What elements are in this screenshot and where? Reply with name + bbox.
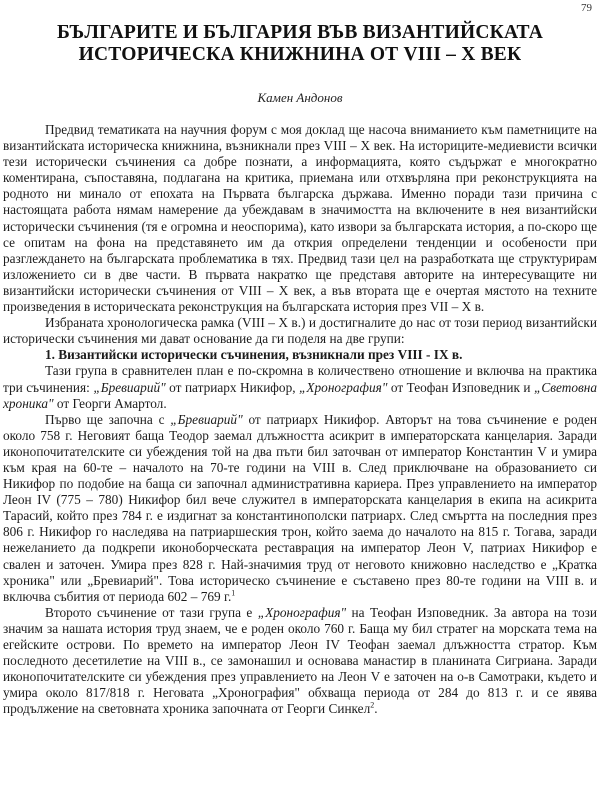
author-name: Камен Андонов [257, 90, 343, 105]
footnote-ref-2[interactable]: 2 [370, 700, 375, 710]
paragraph-nikephoros [3, 412, 597, 605]
title-line-2: ИСТОРИЧЕСКА КНИЖНИНА ОТ VIII – X ВЕК [78, 44, 522, 65]
paragraph-chronology: Избраната хронологическа рамка (VIII – X в.) и достигналите до нас от този период византийски исторически съчинения ми дават основание да ги поделя на две групи: [3, 315, 597, 347]
text-span: Второто съчинение от тази група е [45, 604, 258, 620]
paragraph-intro: Предвид тематиката на научния форум с моя доклад ще насоча вниманието към паметниците на византийската историческа книжнина, възникнали през VIII – X век. На историците-медиевисти всички тези исторически съчинения са добре познати, а информацията, която съдържат е многократно коментирана, съпоставяна, подлагана на критика, приемана или отхвърляна при реконструкцията на родното ни минало от епохата на Първата българска държава. Именно поради тази причина с настоящата работа нямам намерение да убеждавам в значимостта на включените в нея византийски исторически съчинения (тя е огромна и неоспорима), като извори за българската история, а по-скоро ще се опитам на фона на представянето им да открия определени тенденции и особености при разглеждането на българската проблематика в тях. Предвид тази цел на разработката ще структурирам изложението си в две части. В първата накратко ще представя авторите на интересуващите ни византийски исторически съчинения от VIII – X век, а във втората ще е очертая мястото на техните произведения в историческата реконструкция на българската история през VII – X в. [3, 122, 597, 315]
title-line-1: БЪЛГАРИТЕ И БЪЛГАРИЯ ВЪВ ВИЗАНТИЙСКАТА [56, 22, 544, 43]
text-span: на Теофан Изповедник. За автора на този значим за нашата история труд знаем, че е роден около 760 г. Баща му бил стратег на морската тема на егейските острови. По времето на император Леон IV Теофан заемал длъжността стратор. Към последното десетилетие на VIII в., се замонашил и основава манастир в планината Сигриана. Заради иконопочитателските си убеждения през управлението на Леон V е заточен на о-в Самотраки, където и умира около 817/818 г. Неговата „Хронография" обхваща периода от 284 до 813 г. и се явява продължение на световната хроника започната от Георги Синкел [3, 604, 597, 717]
work-title: „Бревиарий" [93, 379, 166, 395]
text-span: от Георги Амартол. [53, 395, 167, 411]
work-title: „Бревиарий" [170, 411, 243, 427]
work-title: „Хронография" [257, 604, 347, 620]
article-title [0, 22, 600, 66]
work-title: „Световна хроника" [3, 379, 597, 411]
paragraph-theophanes [3, 605, 597, 718]
text-span: Първо ще започна с [45, 411, 171, 427]
text-span: от патриарх Никифор, [165, 379, 300, 395]
article-body [3, 122, 597, 717]
text-span: от патриарх Никифор. Авторът на това съчинение е роден около 758 г. Неговият баща Теодор заемал длъжността асикрит в императорската канцелария. Заради иконопочитателските си убеждения той на два пъти бил заточван от император Константин V и умира към края на 60-те – началото на 70-те години на VIII в. След приключване на образованието си Никифор по подобие на баща си започнал административна кариера. През управлението на император Леон IV (775 – 780) Никифор бил вече служител в императорската канцелария в екипа на асикрита Тарасий, който през 784 г. е издигнат за константинополски патриарх. След смъртта на последния през 806 г. Никифор го наследява на патриаршеския трон, който заема до началото на 815 г. Тогава, заради нежеланието да подкрепи иконоборческата реставрация на император Леон V, патриах Никифор е свален и заточен. Умира през 828 г. Най-значимия труд от неговото книжовно наследство е „Кратка хроника" или „Бревиарий". Това историческо съчинение е съставено през 80-те години на VIII в. и включва събития от периода 602 – 769 г. [3, 411, 598, 604]
text-span: . [374, 701, 378, 717]
paragraph-group-overview [3, 363, 597, 411]
footnote-ref-1[interactable]: 1 [231, 588, 236, 598]
text-span: Тази група в сравнителен план е по-скромна в количествено отношение и включва на практика три съчинения: [3, 363, 597, 395]
text-span: от Теофан Изповедник и [387, 379, 534, 395]
work-title: „Хронография" [299, 379, 388, 395]
section-heading-1: 1. Византийски исторически съчинения, възникнали през VIII - IX в. [45, 347, 463, 363]
page-number: 79 [581, 2, 592, 14]
